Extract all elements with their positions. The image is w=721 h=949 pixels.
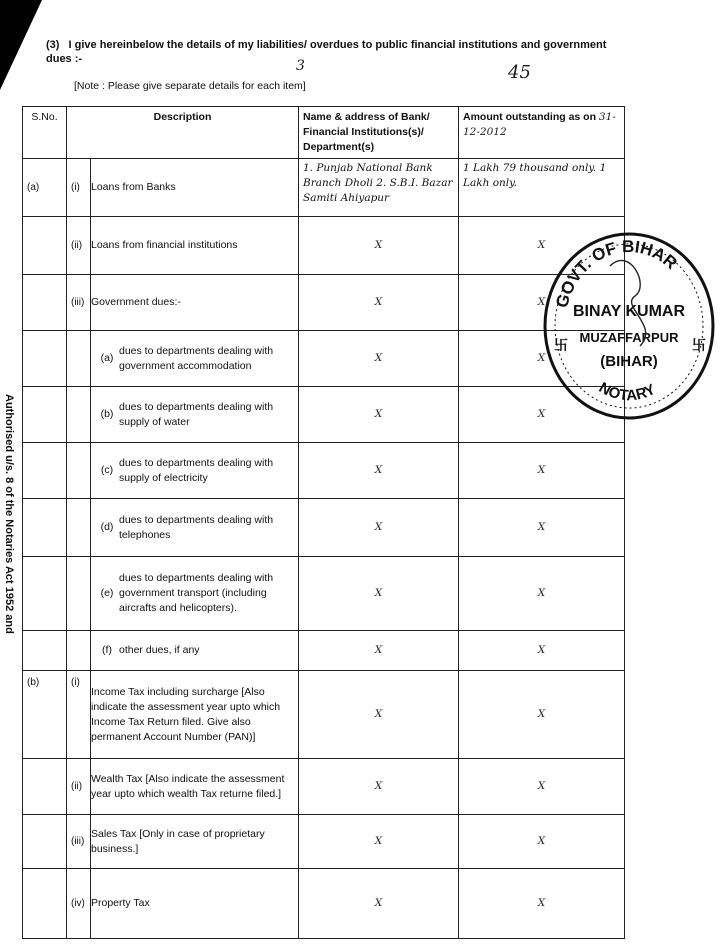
row-desc: Government dues:- [91,275,299,331]
sub-desc: dues to departments dealing with supply of electricity [119,456,274,484]
table-row [23,159,625,217]
sub-desc: dues to departments dealing with government transport (including aircrafts and helicopters). [119,572,274,614]
table-row [23,869,625,939]
header-amount-label: Amount outstanding as on [463,111,596,123]
row-amount-cross: X [459,331,625,387]
row-bank-cross: X [299,331,459,387]
seal-name: BINAY KUMAR [572,303,686,320]
table-row [23,671,625,759]
side-note-vertical: Authorised u/s. 8 of the Notaries Act 1952 and [3,394,15,634]
intro-text [46,38,626,66]
row-bank-cross: X [299,815,459,869]
row-bank-cross: X [299,869,459,939]
row-desc-cell [91,499,299,557]
row-amount-cross: X [459,275,625,331]
row-amount-cross: X [459,217,625,275]
table-row [23,331,625,387]
row-bank-cross: X [299,217,459,275]
table-row [23,557,625,631]
row-desc: Loans from Banks [91,159,299,217]
row-amount-cross: X [459,443,625,499]
sub-tag: (b) [100,408,114,420]
table-row [23,217,625,275]
row-num: (ii) [67,759,91,815]
item-number: (3) [46,39,60,51]
tick-mark: 3 [296,58,305,74]
table-header-row [23,107,625,159]
row-amount-cross: X [459,759,625,815]
row-bank-cross: X [299,387,459,443]
sub-tag: (d) [100,521,114,533]
liabilities-table [22,106,625,939]
row-bank-cross: X [299,275,459,331]
note-text: [Note : Please give separate details for each item] [74,80,306,92]
table-row [23,631,625,671]
row-bank-cross: X [299,499,459,557]
header-amount [459,107,625,159]
row-amount-cross: X [459,387,625,443]
sub-tag: (e) [100,587,114,599]
sub-tag: (c) [100,464,114,476]
notary-seal [540,226,718,426]
sub-desc: dues to departments dealing with supply of water [119,400,274,428]
table-row [23,387,625,443]
row-desc: Wealth Tax [Also indicate the assessment year upto which wealth Tax returne filed.] [91,759,299,815]
row-num: (i) [67,159,91,217]
row-bank-cross: X [299,631,459,671]
row-desc-cell [91,631,299,671]
row-amount-cross: X [459,671,625,759]
row-num: (ii) [67,217,91,275]
row-desc: Income Tax including surcharge [Also indicate the assessment year upto which Income Tax Return filed. Give also permanent Account Number (PAN)] [91,671,299,759]
seal-graphic [540,226,718,426]
row-bank-cross: X [299,671,459,759]
sub-desc: other dues, if any [119,644,200,656]
swastika-left-icon: 卐 [554,337,568,353]
row-sno: (b) [23,671,67,759]
seal-state: (BIHAR) [600,353,658,370]
table-row [23,275,625,331]
header-amount-date: 31-12-2012 [463,111,616,138]
row-desc-cell [91,331,299,387]
table-row [23,443,625,499]
header-sno: S.No. [23,107,67,159]
row-amount-cross: X [459,815,625,869]
seal-city: MUZAFFARPUR [579,330,679,345]
table-row [23,759,625,815]
sub-tag: (a) [100,352,114,364]
row-amount-cross: X [459,499,625,557]
table-row [23,499,625,557]
row-amount-cross: X [459,869,625,939]
seal-bottom-text: NOTARY [595,379,659,405]
swastika-right-icon: 卐 [692,337,706,353]
row-num: (iii) [67,815,91,869]
page-mark: 45 [508,62,531,83]
row-bank-cross: X [299,759,459,815]
scan-corner-fold [0,0,42,90]
row-amount-cross: X [459,557,625,631]
header-description: Description [67,107,299,159]
row-num: (i) [67,671,91,759]
row-num: (iv) [67,869,91,939]
row-sno: (a) [23,159,67,217]
sub-desc: dues to departments dealing with telephones [119,513,274,541]
header-bank: Name & address of Bank/ Financial Institutions(s)/ Department(s) [299,107,459,159]
seal-top-arc-text: GOVT. OF BIHAR [552,236,681,310]
row-desc-cell [91,443,299,499]
row-desc-cell [91,557,299,631]
row-bank-cross: X [299,443,459,499]
sub-desc: dues to departments dealing with government accommodation [119,344,274,372]
row-desc: Property Tax [91,869,299,939]
intro-statement: I give hereinbelow the details of my liabilities/ overdues to public financial institutions and government dues :- [46,39,607,65]
row-amount-handwritten: 1 Lakh 79 thousand only. 1 Lakh only. [459,159,625,217]
row-num: (iii) [67,275,91,331]
table-row [23,815,625,869]
row-desc: Sales Tax [Only in case of proprietary business.] [91,815,299,869]
row-desc-cell [91,387,299,443]
row-amount-cross: X [459,631,625,671]
row-bank-cross: X [299,557,459,631]
row-bank-handwritten: 1. Punjab National Bank Branch Dholi 2. S.B.I. Bazar Samiti Ahiyapur [299,159,459,217]
row-desc: Loans from financial institutions [91,217,299,275]
sub-tag: (f) [102,644,112,656]
